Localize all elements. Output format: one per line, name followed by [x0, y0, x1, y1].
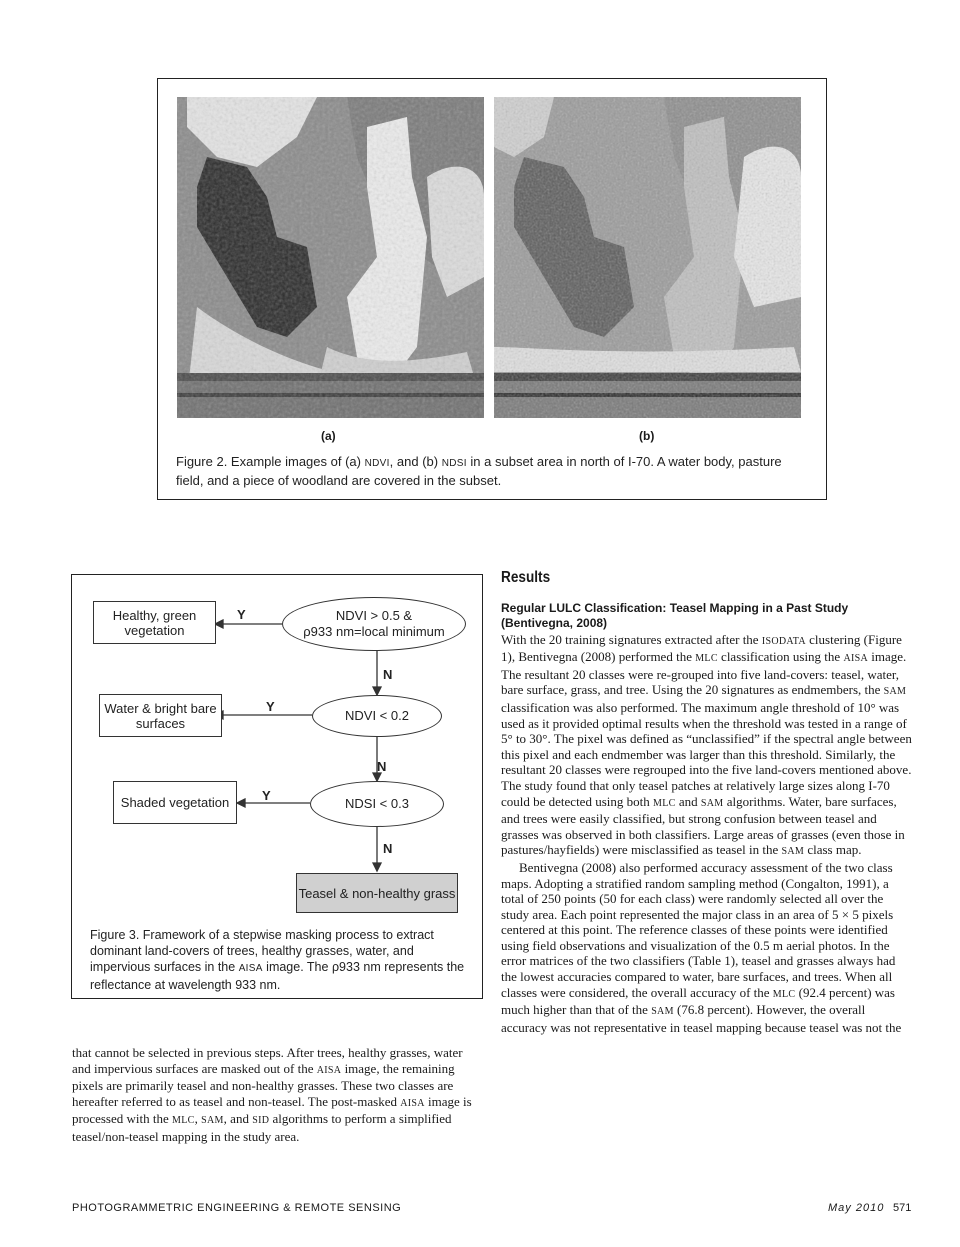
teasel-box: Teasel & non-healthy grass	[296, 873, 458, 913]
ndvi-image	[177, 97, 484, 418]
paragraph: that cannot be selected in previous steps. After trees, healthy grasses, water and impervious surfaces are masked out of the AISA image, the remaining pixels are primarily teasel and non-healthy grasses. These two classes are hereafter referred to as teasel and non-teasel. The post-masked AISA image is processed with the MLC, SAM, and SID algorithms to perform a simplified teasel/non-teasel mapping in the study area.	[72, 1045, 472, 1144]
paragraph: Bentivegna (2008) also performed accuracy assessment of the two class maps. Adopting a stratified random sampling method (Congalton, 1991), a total of 250 points (50 for each class) were randomly selected all over the study area. Each point represented the major class in an area of 5 × 5 pixels centered at this point. The reference classes of these points were identified using field observations and visualization of the 0.5 m aerial photos. In the error matrices of the two classifiers (Table 1), teasel and grasses always had the lowest accuracies compared to water, bare surfaces, and trees. When all classes were considered, the overall accuracy of the MLC (92.4 percent) was much higher than that of the SAM (76.8 percent). However, the overall accuracy was not representative in teasel mapping because teasel was not the	[501, 859, 902, 1035]
paragraph: With the 20 training signatures extracted after the ISODATA clustering (Figure 1), Bentivegna (2008) performed the MLC classification using the AISA image. The resultant 20 classes were re-grouped into five land-covers: teasel, water, bare surface, grass, and tree. Using the 20 signatures as endmembers, the SAM classification was also performed. The maximum angle threshold of 10° was used as it provided optimal results when the threshold was tested in a range of 5° to 30°. The pixel was defined as “unclassified” if the spectral angle between this pixel and each endmember was larger than this threshold. Similarly, the resultant 20 classes were regrouped into the five land-covers mentioned above. The study found that only teasel patches at relatively large sizes along I-70 could be detected using both MLC and SAM algorithms. Water, bare surfaces, and trees were easily classified, but strong confusion between teasel and grasses was observed in both classifiers. Large areas of grasses (even those in pastures/hayfields) were misclassified as teasel in the SAM class map.	[501, 631, 912, 858]
right-column	[501, 570, 913, 1035]
figure-3-caption: Figure 3. Framework of a stepwise masking process to extract dominant land-covers of trees, healthy grasses, water, and impervious surfaces in the AISA image. The ρ933 nm represents the reflectance at wavelength 933 nm.	[90, 928, 465, 992]
yes-label: Y	[262, 788, 271, 803]
issue-date: May 2010	[828, 1202, 885, 1214]
shaded-vegetation-box: Shaded vegetation	[113, 781, 237, 824]
subsection-heading: Regular LULC Classification: Teasel Mapping in a Past Study (Bentivegna, 2008)	[501, 600, 849, 630]
panel-label-a: (a)	[321, 429, 336, 443]
decision-ndvi-low: NDVI < 0.2	[312, 695, 442, 737]
decision-ndvi-high: NDVI > 0.5 & ρ933 nm=local minimum	[282, 597, 466, 651]
figure-2-caption: Figure 2. Example images of (a) NDVI, and (b) NDSI in a subset area in north of I-70. A water body, pasture field, and a piece of woodland are covered in the subset.	[176, 454, 782, 488]
section-heading: Results	[501, 569, 551, 586]
left-column-text	[72, 1045, 482, 1145]
yes-label: Y	[266, 699, 275, 714]
panel-label-b: (b)	[639, 429, 655, 443]
water-bare-surfaces-box: Water & bright bare surfaces	[99, 694, 222, 737]
journal-name: PHOTOGRAMMETRIC ENGINEERING & REMOTE SENSING	[72, 1202, 402, 1214]
healthy-vegetation-box: Healthy, green vegetation	[93, 601, 216, 644]
figure-3	[71, 574, 483, 999]
no-label: N	[377, 759, 387, 774]
no-label: N	[383, 667, 393, 682]
no-label: N	[383, 841, 393, 856]
decision-ndsi: NDSI < 0.3	[310, 781, 444, 827]
figure-2	[157, 78, 827, 500]
yes-label: Y	[237, 607, 246, 622]
ndsi-image	[494, 97, 801, 418]
page-number: 571	[893, 1202, 912, 1214]
